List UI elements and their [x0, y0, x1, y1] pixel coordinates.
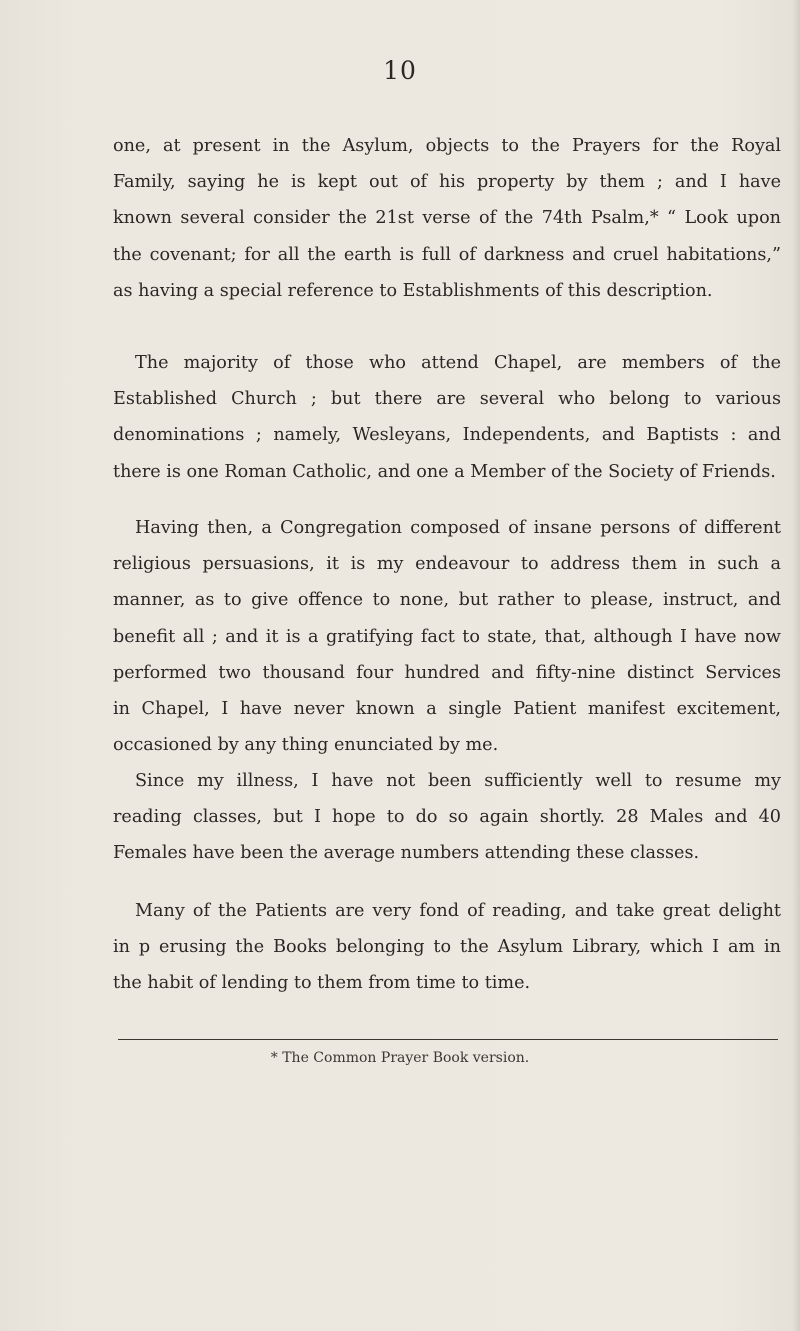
text-line: performed two thousand four hundred and fifty-nine distinct Services	[113, 662, 781, 683]
text-line: Many of the Patients are very fond of reading, and take great delight	[135, 901, 781, 921]
text-line: Family, saying he is kept out of his property by them ; and I have	[113, 172, 781, 193]
paragraph-5	[113, 893, 781, 1002]
text-line: in Chapel, I have never known a single Patient manifest excitement,	[113, 698, 781, 719]
text-line: as having a special reference to Establishments of this description.	[113, 280, 713, 301]
text-line: there is one Roman Catholic, and one a Member of the Society of Friends.	[113, 461, 776, 482]
paragraph-4	[113, 763, 781, 872]
text-line: reading classes, but I hope to do so again shortly. 28 Males and 40	[113, 807, 781, 828]
paragraph-3	[113, 510, 781, 763]
text-line: the covenant; for all the earth is full of darkness and cruel habitations,”	[113, 244, 781, 265]
text-line: Having then, a Congregation composed of insane persons of different	[135, 518, 781, 538]
text-line: Established Church ; but there are several who belong to various	[113, 389, 781, 410]
paragraph-1	[113, 128, 781, 309]
text-line: The majority of those who attend Chapel, are members of the	[135, 353, 781, 373]
text-line: the habit of lending to them from time to time.	[113, 973, 531, 994]
text-line: one, at present in the Asylum, objects to the Prayers for the Royal	[113, 136, 781, 156]
text-line: in p erusing the Books belonging to the Asylum Library, which I am in	[113, 937, 781, 958]
footnote: * The Common Prayer Book version.	[270, 1050, 530, 1066]
text-line: manner, as to give offence to none, but rather to please, instruct, and	[113, 590, 781, 611]
text-line: denominations ; namely, Wesleyans, Independents, and Baptists : and	[113, 425, 781, 446]
text-line: occasioned by any thing enunciated by me.	[113, 735, 499, 756]
text-line: Females have been the average numbers attending these classes.	[113, 843, 700, 864]
text-line: religious persuasions, it is my endeavour to address them in such a	[113, 554, 781, 575]
text-line: Since my illness, I have not been sufficiently well to resume my	[135, 771, 781, 791]
paragraph-2	[113, 345, 781, 490]
text-line: known several consider the 21st verse of the 74th Psalm,* “ Look upon	[113, 208, 781, 229]
page-edge-shadow	[792, 0, 800, 1331]
text-line: benefit all ; and it is a gratifying fact to state, that, although I have now	[113, 626, 781, 647]
page-number: 10	[383, 56, 417, 85]
footnote-rule	[118, 1039, 778, 1040]
